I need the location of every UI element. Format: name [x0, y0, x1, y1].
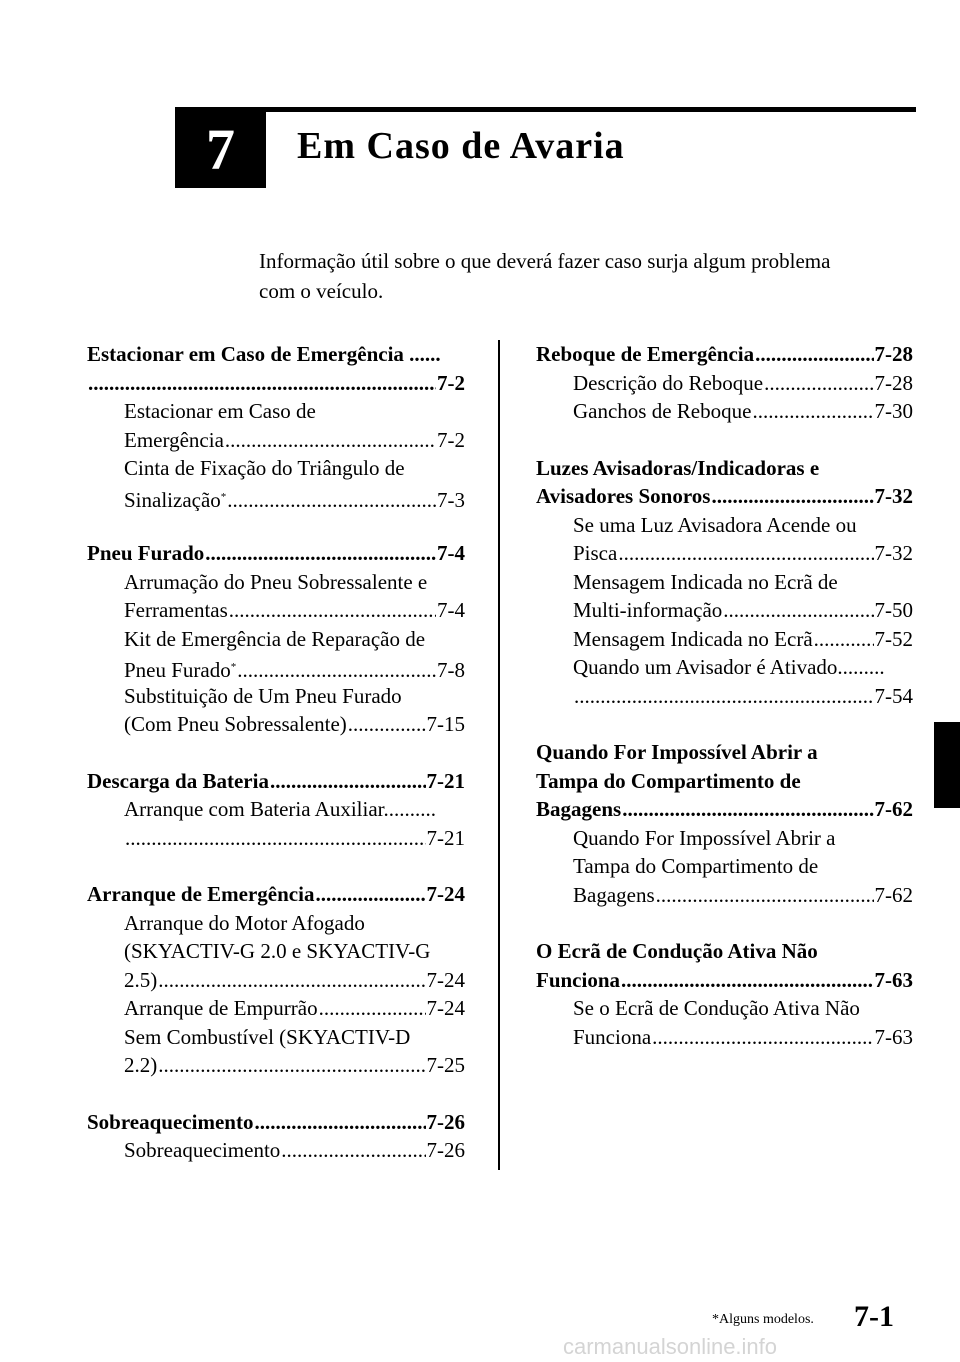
leader-dots: [764, 369, 873, 398]
toc-entry[interactable]: [87, 483, 465, 512]
page-ref: 7-63: [874, 967, 913, 992]
toc-section-title[interactable]: [536, 482, 913, 511]
toc-entry[interactable]: Tampa do Compartimento de: [573, 854, 819, 878]
toc-entry-label: [124, 483, 226, 512]
toc-entry-label: 2.2): [124, 1053, 158, 1077]
page-ref: 7-24: [426, 967, 465, 992]
toc-entry[interactable]: [536, 682, 913, 711]
toc-entry-label: Bagagens: [573, 882, 655, 907]
chapter-number-badge: 7: [175, 112, 266, 188]
toc-section-page-row[interactable]: [87, 369, 465, 398]
page-ref: 7-28: [874, 370, 913, 395]
page-ref: 7-62: [874, 797, 913, 821]
toc-right-column: [536, 340, 913, 1051]
leader-dots: [656, 881, 874, 910]
toc-entry-label: Arranque de Empurrão: [124, 996, 318, 1020]
toc-entry[interactable]: [87, 1136, 465, 1165]
leader-dots: [574, 682, 874, 711]
page-ref: 7-50: [874, 598, 913, 622]
leader-dots: [348, 710, 426, 739]
toc-entry[interactable]: [87, 710, 465, 739]
leader-dots: [270, 767, 426, 796]
toc-section: [536, 454, 913, 711]
toc-entry-label: Emergência: [124, 427, 224, 452]
toc-section: [87, 767, 465, 853]
toc-entry[interactable]: Kit de Emergência de Reparação de: [124, 626, 426, 651]
watermark: carmanualsonline.info: [563, 1334, 778, 1359]
toc-entry-label: Ganchos de Reboque: [573, 399, 752, 423]
leader-dots: [814, 625, 874, 654]
toc-entry[interactable]: [536, 539, 913, 568]
toc-entry[interactable]: [87, 994, 465, 1023]
toc-section: [87, 1108, 465, 1165]
leader-dots: [227, 486, 436, 512]
toc-section-title[interactable]: [87, 1108, 465, 1137]
toc-left-column: [87, 340, 465, 1165]
toc-entry[interactable]: Substituição de Um Pneu Furado: [124, 683, 402, 708]
toc-entry[interactable]: [87, 653, 465, 682]
toc-entry[interactable]: [536, 1023, 913, 1052]
leader-dots: [125, 824, 426, 853]
toc-entry[interactable]: Se o Ecrã de Condução Ativa Não: [573, 996, 860, 1020]
page-ref: 7-52: [874, 626, 913, 651]
toc-entry[interactable]: [536, 625, 913, 654]
chapter-intro: [259, 246, 899, 306]
optional-model-marker: *: [220, 490, 227, 503]
page-ref: 7-32: [874, 484, 913, 508]
leader-dots: [755, 340, 873, 369]
page-ref: 7-32: [874, 541, 913, 565]
page-number: 7-1: [854, 1300, 894, 1333]
leader-dots: [225, 426, 436, 455]
toc-entry-text: Sinalização: [124, 487, 221, 511]
toc-section: [536, 937, 913, 1051]
toc-entry[interactable]: Sem Combustível (SKYACTIV-D: [124, 1024, 411, 1049]
toc-entry-label: Funciona: [573, 1024, 652, 1049]
column-divider: [498, 340, 500, 1170]
page-ref: 7-21: [426, 768, 465, 793]
page-ref: 7-24: [426, 996, 465, 1020]
page-ref: 7-63: [874, 1024, 913, 1049]
leader-dots: [723, 596, 873, 625]
toc-section: [87, 880, 465, 1080]
leader-dots: [254, 1108, 425, 1137]
page-ref: 7-54: [874, 683, 913, 708]
leader-dots: [281, 1136, 425, 1165]
leader-dots: [319, 994, 426, 1023]
page-ref: 7-2: [437, 370, 465, 395]
toc-entry[interactable]: (SKYACTIV-G 2.0 e SKYACTIV-G: [124, 939, 431, 963]
page-ref: 7-4: [437, 541, 465, 565]
leader-dots: [158, 966, 425, 995]
toc-entry[interactable]: Arranque do Motor Afogado: [124, 910, 365, 935]
page-ref: 7-28: [874, 342, 913, 366]
toc-entry-label: Mensagem Indicada no Ecrã: [573, 626, 813, 651]
toc-section-label: Bagagens: [536, 797, 622, 821]
toc-section-label: Sobreaquecimento: [87, 1109, 254, 1134]
toc-section-title[interactable]: [87, 880, 465, 909]
toc-entry[interactable]: [536, 369, 913, 398]
toc-entry[interactable]: Arranque com Bateria Auxiliar..........: [124, 797, 436, 821]
toc-entry[interactable]: Quando For Impossível Abrir a: [573, 825, 836, 850]
page-ref: 7-15: [426, 712, 465, 736]
toc-section-title[interactable]: [87, 767, 465, 796]
toc-entry-label: Ferramentas: [124, 598, 228, 622]
toc-entry-label: Sobreaquecimento: [124, 1138, 281, 1162]
intro-line: com o veículo.: [259, 279, 384, 303]
toc-section-title[interactable]: Quando For Impossível Abrir a: [536, 740, 818, 764]
toc-section-label: Pneu Furado: [87, 541, 205, 565]
toc-section-title[interactable]: Estacionar em Caso de Emergência ......: [87, 342, 441, 366]
toc-entry-label: Descrição do Reboque: [573, 370, 764, 395]
toc-section-title[interactable]: [87, 539, 465, 568]
page-ref: 7-62: [874, 882, 913, 907]
toc-entry-label: [124, 653, 236, 682]
toc-entry[interactable]: [87, 824, 465, 853]
toc-section-title[interactable]: [536, 340, 913, 369]
toc-section: [87, 340, 465, 511]
toc-entry[interactable]: Cinta de Fixação do Triângulo de: [124, 456, 405, 480]
leader-dots: [618, 539, 873, 568]
toc-entry[interactable]: [536, 397, 913, 426]
leader-dots: [88, 369, 436, 398]
toc-entry[interactable]: [536, 596, 913, 625]
intro-line: Informação útil sobre o que deverá fazer caso surja algum problema: [259, 249, 831, 273]
toc-entry-label: Multi-informação: [573, 598, 723, 622]
leader-dots: [621, 966, 873, 995]
header-rule: [175, 107, 916, 112]
toc-section-title[interactable]: [536, 795, 913, 824]
toc-section-label: Avisadores Sonoros: [536, 484, 711, 508]
chapter-thumb-tab: [934, 722, 960, 808]
leader-dots: [752, 397, 873, 426]
toc-section: [536, 738, 913, 909]
toc-entry[interactable]: Quando um Avisador é Ativado.........: [573, 655, 885, 679]
leader-dots: [652, 1023, 873, 1052]
leader-dots: [237, 656, 436, 682]
toc-section-title[interactable]: Luzes Avisadoras/Indicadoras e: [536, 455, 820, 480]
toc-section: [536, 340, 913, 426]
leader-dots: [158, 1051, 425, 1080]
toc-section-label: Reboque de Emergência: [536, 342, 755, 366]
toc-entry[interactable]: Se uma Luz Avisadora Acende ou: [573, 512, 857, 537]
toc-section-label: Descarga da Bateria: [87, 768, 269, 793]
page-ref: 7-30: [874, 399, 913, 423]
toc-section-title[interactable]: Tampa do Compartimento de: [536, 768, 801, 793]
toc-section-title[interactable]: [536, 966, 913, 995]
leader-dots: [622, 795, 873, 824]
toc-section: [87, 539, 465, 739]
page-ref: 7-26: [426, 1109, 465, 1134]
chapter-title: Em Caso de Avaria: [297, 125, 625, 167]
toc-entry[interactable]: [87, 426, 465, 455]
leader-dots: [711, 482, 873, 511]
toc-entry-label: (Com Pneu Sobressalente): [124, 712, 347, 736]
page-ref: 7-3: [437, 487, 465, 511]
page-ref: 7-24: [426, 882, 465, 906]
toc-entry[interactable]: Arrumação do Pneu Sobressalente e: [124, 569, 428, 594]
page-ref: 7-21: [426, 825, 465, 850]
toc-section-label: Arranque de Emergência: [87, 882, 315, 906]
toc-entry[interactable]: [536, 881, 913, 910]
footnote: *Alguns modelos.: [712, 1312, 814, 1327]
page-ref: 7-25: [426, 1053, 465, 1077]
leader-dots: [315, 880, 425, 909]
toc-entry[interactable]: [87, 596, 465, 625]
page-ref: 7-4: [437, 598, 465, 622]
toc-entry[interactable]: Estacionar em Caso de: [124, 399, 316, 423]
leader-dots: [229, 596, 436, 625]
optional-model-marker: *: [230, 661, 237, 673]
toc-entry-label: Pisca: [573, 541, 618, 565]
toc-section-title[interactable]: O Ecrã de Condução Ativa Não: [536, 939, 818, 963]
page-ref: 7-2: [437, 427, 465, 452]
page-ref: 7-26: [426, 1138, 465, 1162]
toc-entry[interactable]: Mensagem Indicada no Ecrã de: [573, 569, 838, 594]
toc-entry-text: Pneu Furado: [124, 658, 231, 682]
leader-dots: [205, 539, 436, 568]
toc-entry[interactable]: [87, 966, 465, 995]
toc-entry[interactable]: [87, 1051, 465, 1080]
toc-section-label: Funciona: [536, 967, 621, 992]
toc-entry-label: 2.5): [124, 967, 158, 992]
page-ref: 7-8: [437, 658, 465, 682]
